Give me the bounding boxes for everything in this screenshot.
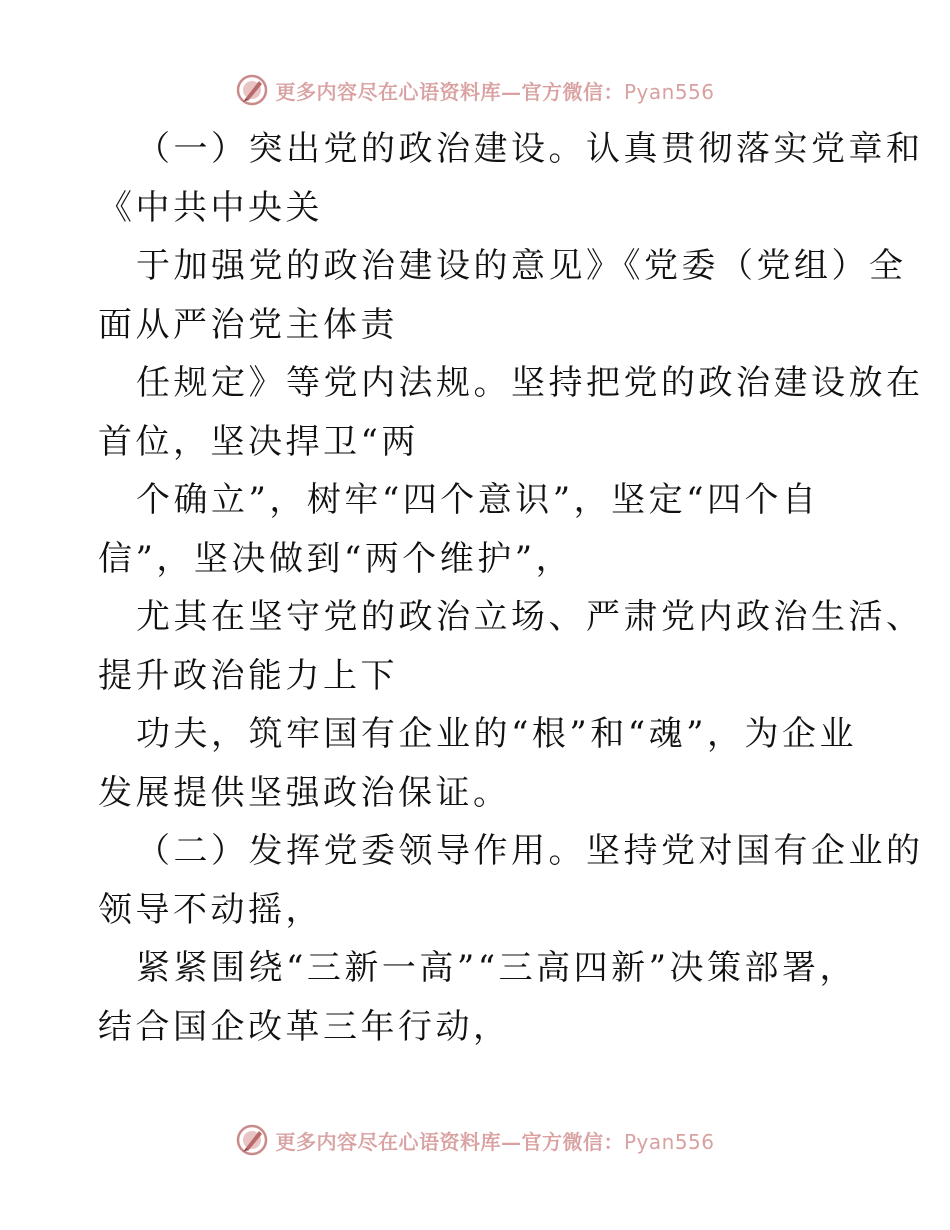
paragraph-line: （二）发挥党委领导作用。坚持党对国有企业的	[136, 831, 924, 871]
paragraph-line: 功夫，筑牢国有企业的“根”和“魂”，为企业	[136, 714, 858, 754]
paragraph-line: 紧紧围绕“三新一高”“三高四新”决策部署，	[136, 948, 858, 988]
banner-text: 更多内容尽在心语资料库—官方微信：Pyan556	[275, 1129, 715, 1154]
paragraph-line: 领导不动摇，	[98, 889, 323, 930]
paragraph-line: 面从严治党主体责	[98, 304, 398, 345]
quill-logo-icon	[235, 1123, 269, 1157]
body-paragraphs	[98, 120, 924, 1056]
banner-text: 更多内容尽在心语资料库—官方微信：Pyan556	[275, 79, 715, 104]
paragraph-line: 提升政治能力上下	[98, 655, 398, 696]
header-watermark-banner	[0, 70, 950, 110]
paragraph-line: 个确立”，树牢“四个意识”，坚定“四个自	[136, 480, 820, 520]
paragraph-line: 于加强党的政治建设的意见》《党委（党组）全	[136, 246, 907, 286]
wechat-id: Pyan556	[623, 79, 715, 104]
paragraph-line: 结合国企改革三年行动，	[98, 1006, 511, 1047]
paragraph-line: 尤其在坚守党的政治立场、严肃党内政治生活、	[136, 597, 924, 637]
paragraph-line: 任规定》等党内法规。坚持把党的政治建设放在	[136, 363, 924, 403]
document-body	[98, 120, 924, 1056]
paragraph-line: 《中共中央关	[98, 187, 323, 228]
quill-logo-icon	[235, 73, 269, 107]
wechat-id: Pyan556	[623, 1129, 715, 1154]
paragraph-line: （一）突出党的政治建设。认真贯彻落实党章和	[136, 129, 924, 169]
paragraph-line: 发展提供坚强政治保证。	[98, 772, 511, 813]
paragraph-line: 信”，坚决做到“两个维护”，	[98, 538, 574, 579]
paragraph-line: 首位，坚决捍卫“两	[98, 421, 419, 462]
footer-watermark-banner	[0, 1120, 950, 1160]
